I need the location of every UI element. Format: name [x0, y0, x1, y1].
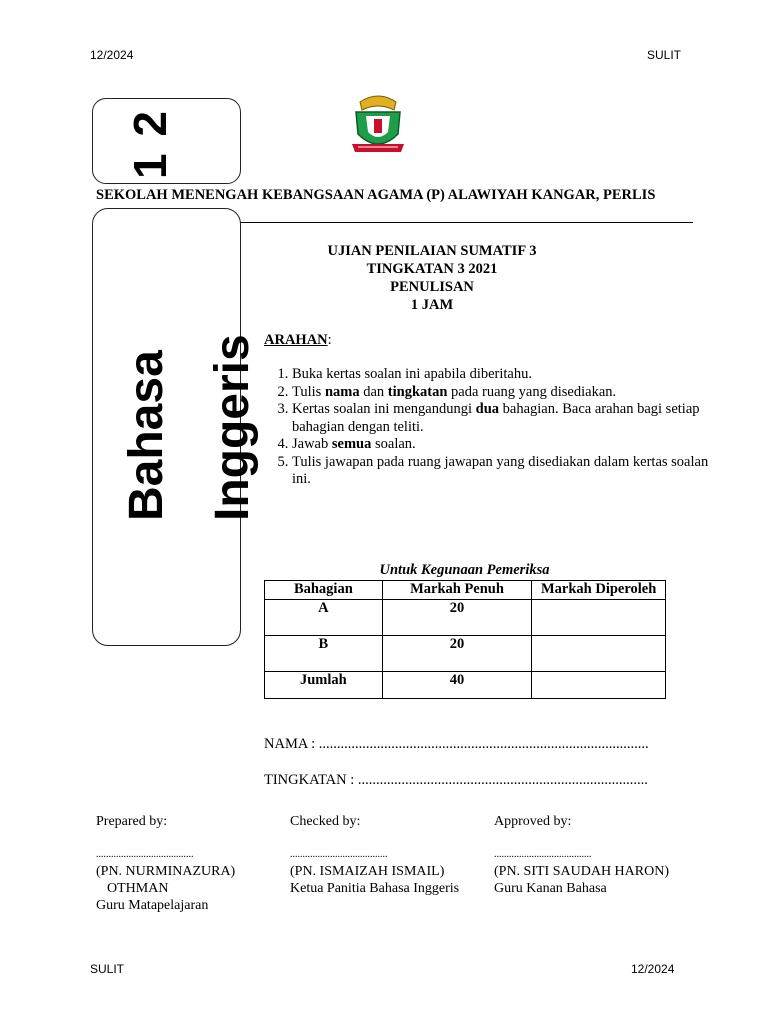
- header-sulit-label: SULIT: [647, 48, 682, 62]
- checker-role: Ketua Panitia Bahasa Inggeris: [290, 881, 460, 896]
- approver-name: (PN. SITI SAUDAH HARON): [494, 864, 669, 879]
- footer-code-right: 12/2024: [631, 962, 675, 976]
- subject-name-text: Bahasa: [120, 350, 173, 521]
- form-field[interactable]: TINGKATAN : ................................................................................: [264, 772, 648, 788]
- header-code-left: 12/2024: [90, 48, 134, 62]
- obtained-marks-cell[interactable]: [532, 600, 666, 636]
- approver-role: Guru Kanan Bahasa: [494, 881, 607, 896]
- table-row: [265, 600, 666, 636]
- signature-line: .......................................: [494, 849, 592, 860]
- section-cell: A: [265, 600, 383, 636]
- checked-by-block: [290, 813, 459, 897]
- marks-table: [264, 580, 666, 699]
- prepared-by-block: [96, 813, 235, 914]
- marks-table-caption: Untuk Kegunaan Pemeriksa: [379, 562, 550, 578]
- exam-title: UJIAN PENILAIAN SUMATIF 3: [327, 243, 537, 259]
- exam-paper: PENULISAN: [390, 279, 474, 295]
- table-row: [265, 636, 666, 672]
- school-crest-logo: [348, 92, 408, 156]
- full-marks-cell: 40: [382, 672, 532, 699]
- instruction-item: 3. Kertas soalan ini mengandungi dua bahagian. Baca arahan bagi setiap bahagian dengan teliti.: [292, 401, 722, 436]
- signature-line: .......................................: [290, 849, 388, 860]
- preparer-role: Guru Matapelajaran: [96, 898, 209, 913]
- instruction-item: 1. Buka kertas soalan ini apabila diberitahu.: [292, 366, 722, 384]
- subject-code-card: [92, 98, 241, 184]
- obtained-marks-cell[interactable]: [532, 672, 666, 699]
- subject-name-text-2: Inggeris: [206, 334, 259, 521]
- instruction-item: 2. Tulis nama dan tingkatan pada ruang yang disediakan.: [292, 384, 722, 402]
- instruction-item: 5. Tulis jawapan pada ruang jawapan yang disediakan dalam kertas soalan ini.: [292, 454, 722, 489]
- exam-duration: 1 JAM: [410, 297, 454, 313]
- preparer-name: (PN. NURMINAZURA): [96, 864, 236, 879]
- column-header: Markah Diperoleh: [532, 581, 666, 600]
- table-header-row: [265, 581, 666, 600]
- full-marks-cell: 20: [382, 636, 532, 672]
- name-field[interactable]: NAMA : ...........................................................................................: [264, 736, 649, 752]
- column-header: Markah Penuh: [382, 581, 532, 600]
- full-marks-cell: 20: [382, 600, 532, 636]
- table-row: [265, 672, 666, 699]
- section-cell: B: [265, 636, 383, 672]
- preparer-name-cont: OTHMAN: [107, 881, 169, 896]
- approved-by-label: Approved by:: [494, 814, 572, 829]
- subject-code-text: 1 2: [124, 109, 176, 179]
- instructions-list: [264, 366, 722, 489]
- checked-by-label: Checked by:: [290, 814, 361, 829]
- prepared-by-label: Prepared by:: [96, 814, 168, 829]
- instructions-heading: ARAHAN:: [264, 332, 332, 348]
- checker-name: (PN. ISMAIZAH ISMAIL): [290, 864, 445, 879]
- approved-by-block: [494, 813, 669, 897]
- section-cell: Jumlah: [265, 672, 383, 699]
- column-header: Bahagian: [265, 581, 383, 600]
- exam-form: TINGKATAN 3 2021: [366, 261, 498, 277]
- signature-line: .......................................: [96, 849, 194, 860]
- subject-name-card: [92, 208, 259, 646]
- school-name: SEKOLAH MENENGAH KEBANGSAAN AGAMA (P) ALAWIYAH KANGAR, PERLIS: [96, 187, 656, 203]
- instruction-item: 4. Jawab semua soalan.: [292, 436, 722, 454]
- footer-sulit-label: SULIT: [90, 962, 125, 976]
- obtained-marks-cell[interactable]: [532, 636, 666, 672]
